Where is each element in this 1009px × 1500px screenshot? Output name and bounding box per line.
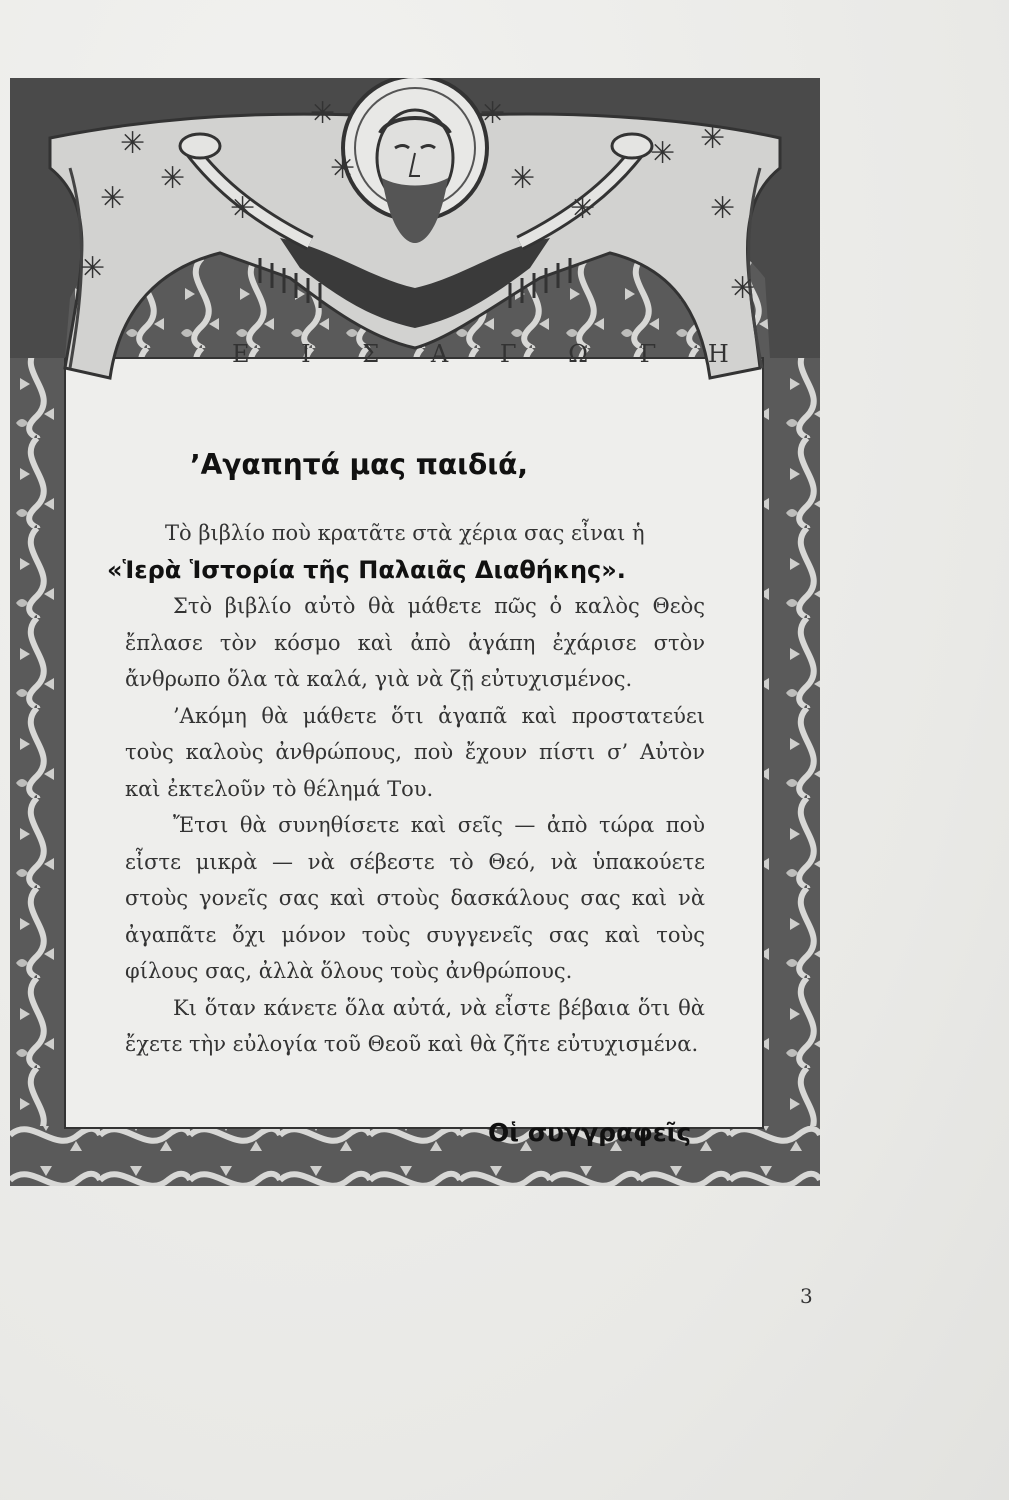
paragraph-2: Στὸ βιβλίο αὐτὸ θὰ μάθετε πῶς ὁ καλὸς Θεὸς ἔπλασε τὸν κόσμο καὶ ἀπὸ ἀγάπη ἐχάρισε στὸν ἄνθρωπο ὅλα τὰ καλά, γιὰ νὰ ζῇ εὐτυχισμένος. (125, 594, 705, 691)
svg-text:✳: ✳ (730, 271, 756, 306)
paragraph-5: Κι ὅταν κάνετε ὅλα αὐτά, νὰ εἶστε βέβαια ὅτι θὰ ἔχετε τὴν εὐλογία τοῦ Θεοῦ καὶ θὰ ζῆτε εὐτυχισμένα. (125, 995, 705, 1056)
svg-text:✳: ✳ (310, 96, 336, 131)
svg-text:✳: ✳ (100, 181, 126, 216)
body-text (107, 515, 705, 1063)
svg-text:✳: ✳ (710, 191, 736, 226)
svg-text:✳: ✳ (160, 161, 186, 196)
svg-text:✳: ✳ (480, 96, 506, 131)
heading: Ε Ι Σ Α Γ Ω Γ Η (232, 340, 751, 368)
svg-text:✳: ✳ (230, 191, 256, 226)
salutation: ’Αγαπητά μας παιδιά, (190, 448, 529, 481)
svg-text:✳: ✳ (570, 191, 596, 226)
page-number: 3 (800, 1284, 813, 1308)
book-title: «Ἱερὰ Ἱστορία τῆς Παλαιᾶς Διαθήκης». (107, 555, 626, 584)
paragraph-1: Τὸ βιβλίο ποὺ κρατᾶτε στὰ χέρια σας εἶναι ἡ (165, 521, 645, 545)
svg-text:✳: ✳ (700, 121, 726, 156)
paragraph-4: Ἔτσι θὰ συνηθίσετε καὶ σεῖς — ἀπὸ τώρα ποὺ εἶστε μικρὰ — νὰ σέβεστε τὸ Θεό, νὰ ὑπακούετε στοὺς γονεῖς σας καὶ στοὺς δασκάλους σας καὶ νὰ ἀγαπᾶτε ὄχι μόνον τοὺς συγγενεῖς σας καὶ τοὺς φίλους σας, ἀλλὰ ὅλους τοὺς ἀνθρώπους. (125, 813, 705, 983)
signature: Οἱ συγγραφεῖς (488, 1118, 692, 1147)
svg-text:✳: ✳ (120, 126, 146, 161)
svg-text:✳: ✳ (330, 151, 356, 186)
svg-text:✳: ✳ (80, 251, 106, 286)
svg-text:✳: ✳ (650, 136, 676, 171)
svg-text:✳: ✳ (510, 161, 536, 196)
paragraph-3: ’Ακόμη θὰ μάθετε ὅτι ἀγαπᾶ καὶ προστατεύει τοὺς καλοὺς ἀνθρώπους, ποὺ ἔχουν πίστι σ’ Αὐτὸν καὶ ἐκτελοῦν τὸ θέλημά Του. (125, 703, 705, 801)
